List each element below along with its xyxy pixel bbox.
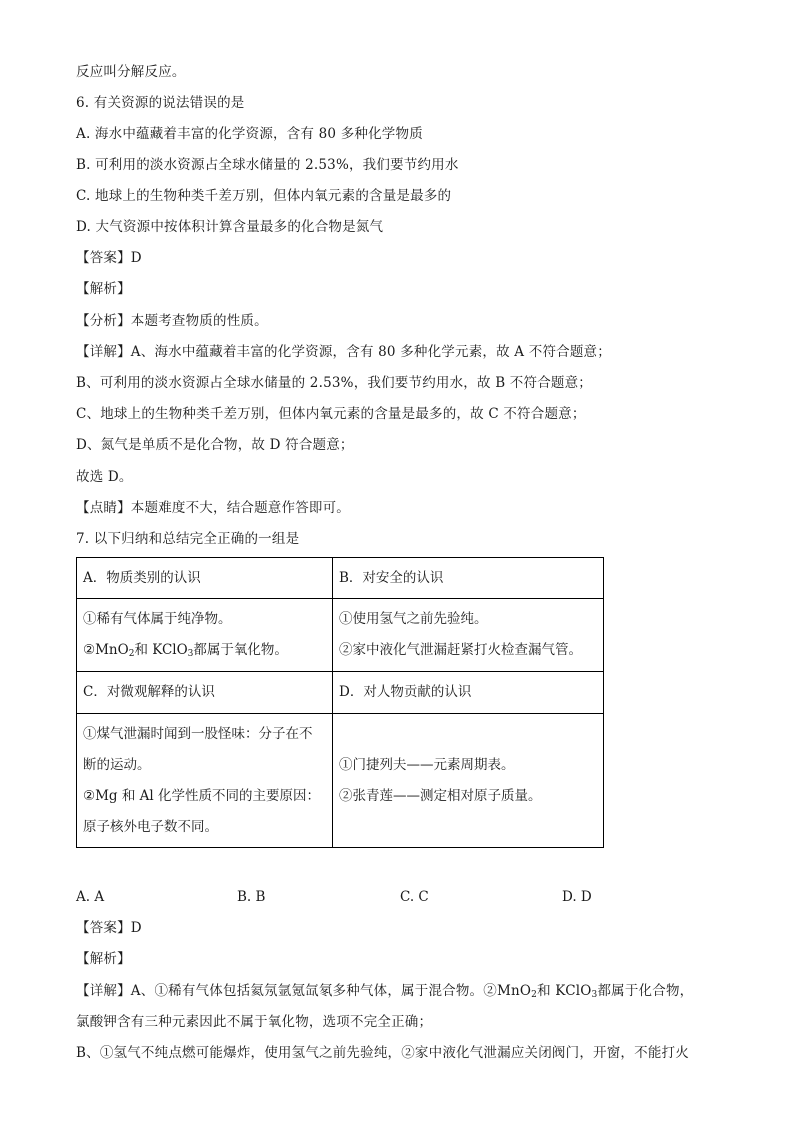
option-7a: A. A [76, 889, 105, 905]
cell-c-body [77, 714, 333, 848]
detail-6b: B、可利用的淡水资源占全球水储量的 2.53%，我们要节约用水，故 B 不符合题意； [76, 375, 593, 391]
cell-d-body [333, 714, 604, 848]
cell-b-line1: ①使用氢气之前先验纯。 [339, 611, 488, 627]
cell-d-head: D．对人物贡献的认识 [333, 672, 604, 714]
cell-c-head: C．对微观解释的认识 [77, 672, 333, 714]
option-7b: B. B [237, 889, 266, 905]
question-7-table [76, 557, 604, 848]
detail-7b: B、①氢气不纯点燃可能爆炸，使用氢气之前先验纯，②家中液化气泄漏应关闭阀门，开窗，不能打火 [76, 1045, 689, 1061]
question-7: 7. 以下归纳和总结完全正确的一组是 [76, 531, 300, 547]
conclusion-6: 故选 D。 [76, 469, 133, 485]
option-7d: D. D [562, 889, 592, 905]
comment-6: 【点睛】本题难度不大，结合题意作答即可。 [76, 500, 350, 516]
cell-a-line1: ①稀有气体属于纯净物。 [83, 611, 232, 627]
analysis-heading-7: 【解析】 [76, 951, 131, 967]
detail-6d: D、氮气是单质不是化合物，故 D 符合题意； [76, 437, 354, 453]
text-line: 反应叫分解反应。 [76, 64, 186, 80]
question-6: 6. 有关资源的说法错误的是 [76, 95, 245, 111]
answer-6: 【答案】D [76, 250, 142, 266]
cell-b-head: B．对安全的认识 [333, 558, 604, 599]
detail-7a: 【详解】A、①稀有气体包括氦氖氩氪氙氡多种气体，属于混合物。②MnO$_2$和 KClO$_3$都属于化合物， [76, 983, 694, 1000]
detail-6c: C、地球上的生物种类千差万别，但体内氧元素的含量是最多的，故 C 不符合题意； [76, 406, 586, 422]
cell-a-line2: ②MnO$_2$和 KClO$_3$都属于氧化物。 [83, 642, 288, 659]
option-6b: B. 可利用的淡水资源占全球水储量的 2.53%，我们要节约用水 [76, 157, 459, 173]
cell-c-line3: ②Mg 和 Al 化学性质不同的主要原因： [83, 787, 321, 804]
option-7c: C. C [400, 889, 429, 905]
cell-a-body [77, 599, 333, 672]
analysis-6: 【分析】本题考查物质的性质。 [76, 313, 268, 329]
cell-c-line2: 断的运动。 [83, 756, 151, 773]
cell-c-line1: ①煤气泄漏时闻到一股怪味：分子在不 [83, 725, 313, 742]
detail-6a: 【详解】A、海水中蕴藏着丰富的化学资源，含有 80 多种化学元素，故 A 不符合题意； [76, 344, 611, 360]
option-6d: D. 大气资源中按体积计算含量最多的化合物是氮气 [76, 219, 384, 235]
cell-c-line4: 原子核外电子数不同。 [83, 818, 218, 835]
cell-a-head: A．物质类别的认识 [77, 558, 333, 599]
cell-b-line2: ②家中液化气泄漏赶紧打火检查漏气管。 [339, 642, 582, 658]
cell-b-body [333, 599, 604, 672]
analysis-heading-6: 【解析】 [76, 281, 131, 297]
option-6c: C. 地球上的生物种类千差万别，但体内氧元素的含量是最多的 [76, 188, 452, 204]
option-6a: A. 海水中蕴藏着丰富的化学资源，含有 80 多种化学物质 [76, 126, 423, 142]
cell-d-line2: ②张青莲——测定相对原子质量。 [339, 787, 542, 804]
cell-d-line1: ①门捷列夫——元素周期表。 [339, 756, 515, 773]
answer-7: 【答案】D [76, 920, 142, 936]
detail-7a-cont: 氯酸钾含有三种元素因此不属于氧化物，选项不完全正确； [76, 1014, 433, 1030]
